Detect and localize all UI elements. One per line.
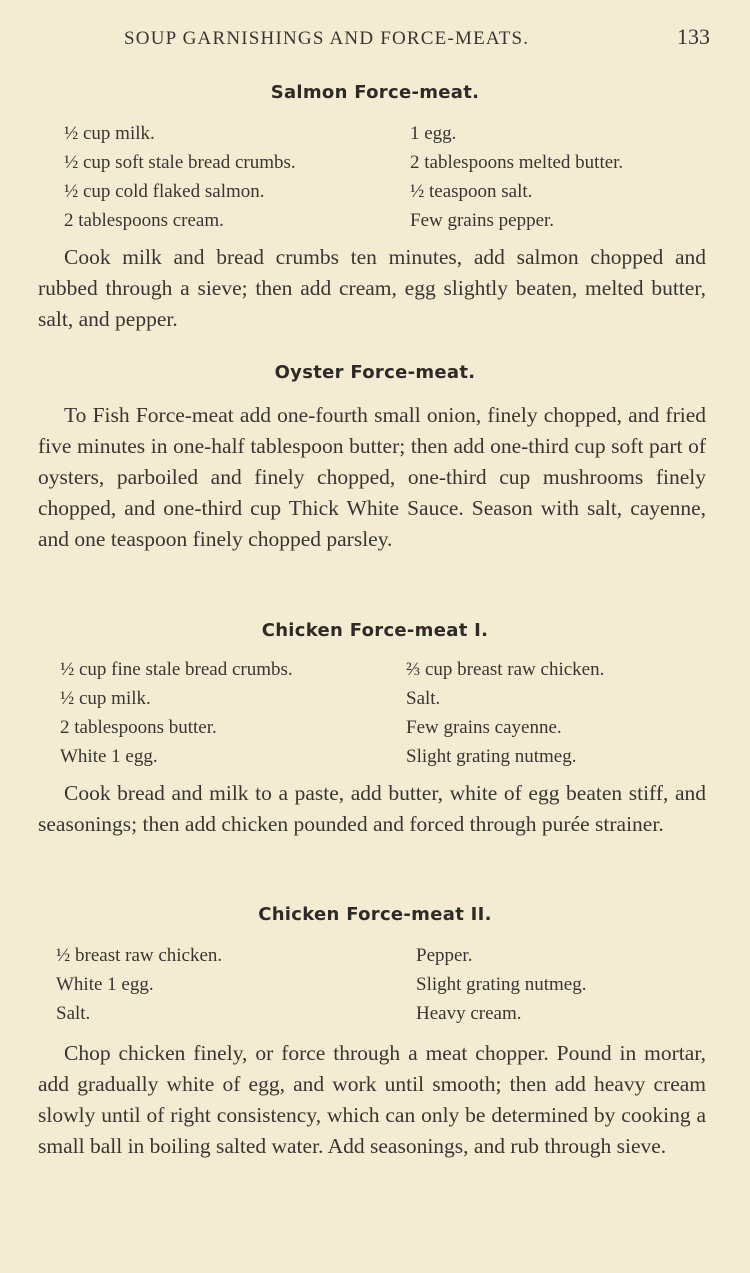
ingredient: Pepper. bbox=[416, 945, 473, 966]
ingredient: 1 egg. bbox=[410, 123, 457, 144]
ingredient: Slight grating nutmeg. bbox=[406, 746, 577, 767]
ingredient: Heavy cream. bbox=[416, 1003, 522, 1024]
recipe-method-salmon: Cook milk and bread crumbs ten minutes, add salmon chopped and rubbed through a sieve; then add cream, egg slightly beaten, melted butter, salt, and pepper. bbox=[38, 245, 706, 331]
ingredient: Salt. bbox=[406, 688, 441, 709]
ingredient: Slight grating nutmeg. bbox=[416, 974, 587, 995]
ingredient-list-chicken-1 bbox=[60, 656, 706, 771]
ingredient: 2 tablespoons melted butter. bbox=[410, 152, 624, 173]
ingredient-list-chicken-2 bbox=[56, 942, 716, 1028]
ingredient: ½ teaspoon salt. bbox=[410, 181, 533, 202]
ingredient: ½ cup milk. bbox=[64, 123, 155, 144]
ingredient: ½ cup fine stale bread crumbs. bbox=[60, 659, 293, 680]
ingredient: Few grains cayenne. bbox=[406, 717, 562, 738]
page-number: 133 bbox=[677, 24, 710, 49]
recipe-title-salmon: Salmon Force-meat. bbox=[270, 82, 480, 103]
ingredient: White 1 egg. bbox=[60, 746, 158, 767]
ingredient: ½ cup soft stale bread crumbs. bbox=[64, 152, 296, 173]
recipe-method-oyster: To Fish Force-meat add one-fourth small onion, finely chopped, and fried five minutes in one-half tablespoon butter; then add one-third cup soft part of oysters, parboiled and finely chopped, one-third cup mushrooms finely chopped, and one-third cup Thick White Sauce. Season with salt, cayenne, and one teaspoon finely chopped parsley. bbox=[38, 403, 706, 551]
recipe-method-chicken-1: Cook bread and milk to a paste, add butter, white of egg beaten stiff, and seasonings; then add chicken pounded and forced through purée strainer. bbox=[38, 781, 706, 836]
running-head-title: SOUP GARNISHINGS AND FORCE-MEATS. bbox=[124, 28, 530, 49]
ingredient: ½ cup cold flaked salmon. bbox=[64, 181, 265, 202]
ingredient: ⅔ cup breast raw chicken. bbox=[406, 659, 605, 680]
ingredient: 2 tablespoons butter. bbox=[60, 717, 217, 738]
ingredient-list-salmon bbox=[64, 120, 710, 235]
recipe-title-chicken-1: Chicken Force-meat I. bbox=[261, 620, 489, 641]
ingredient: ½ cup milk. bbox=[60, 688, 151, 709]
ingredient: Few grains pepper. bbox=[410, 210, 555, 231]
ingredient: 2 tablespoons cream. bbox=[64, 210, 224, 231]
recipe-title-oyster: Oyster Force-meat. bbox=[274, 362, 476, 383]
recipe-title-chicken-2: Chicken Force-meat II. bbox=[258, 904, 492, 925]
ingredient: ½ breast raw chicken. bbox=[56, 945, 223, 966]
ingredient: White 1 egg. bbox=[56, 974, 154, 995]
ingredient: Salt. bbox=[56, 1003, 91, 1024]
running-head bbox=[124, 24, 710, 50]
recipe-method-chicken-2: Chop chicken finely, or force through a meat chopper. Pound in mortar, add gradually white of egg, and work until smooth; then add heavy cream slowly until of right consistency, which can only be determined by cooking a small ball in boiling salted water. Add seasonings, and rub through sieve. bbox=[38, 1041, 706, 1158]
